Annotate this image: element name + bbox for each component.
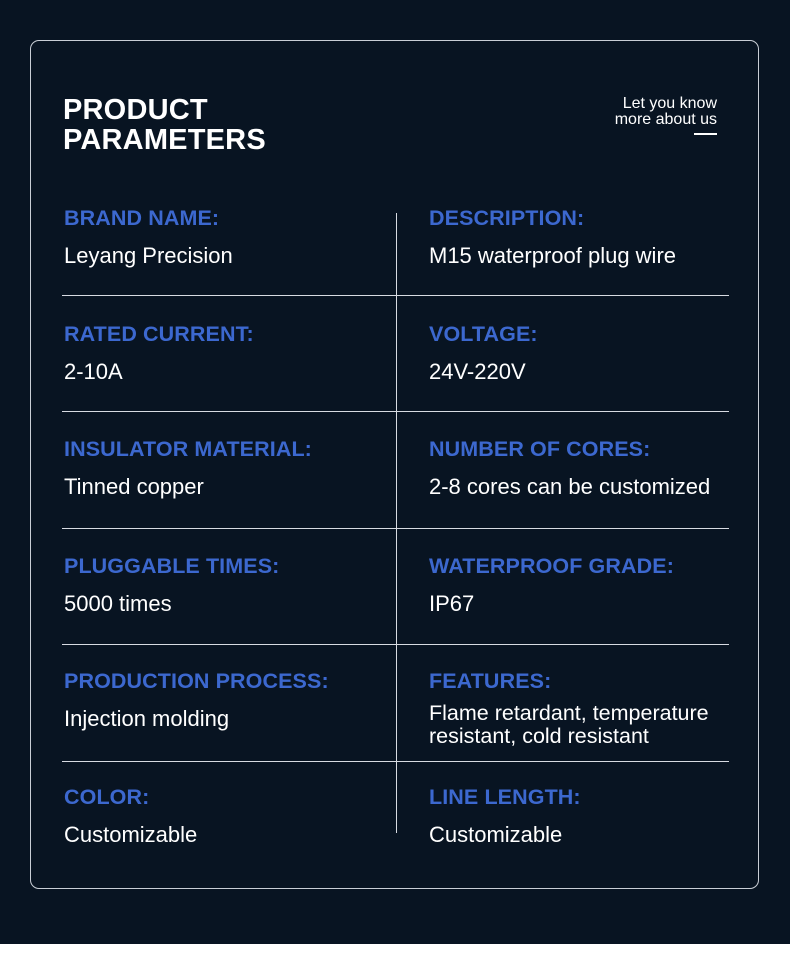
param-label: INSULATOR MATERIAL: [64, 437, 312, 461]
about-line-2: more about us [614, 111, 717, 128]
param-value: Customizable [429, 822, 563, 847]
param-value: IP67 [429, 591, 475, 616]
column-divider [396, 213, 397, 833]
param-label: FEATURES: [429, 669, 552, 693]
param-color [64, 785, 197, 847]
row-divider [62, 761, 729, 762]
param-value: 2-8 cores can be customized [429, 474, 711, 499]
row-divider [62, 411, 729, 412]
title-line-2: PARAMETERS [63, 124, 266, 156]
param-value: Leyang Precision [64, 243, 233, 268]
about-us-text [615, 96, 717, 128]
param-label: RATED CURRENT: [64, 322, 254, 346]
param-number-of-cores [429, 437, 710, 499]
param-pluggable-times [64, 554, 279, 616]
param-label: PLUGGABLE TIMES: [64, 554, 280, 578]
param-value: Injection molding [64, 706, 230, 731]
title-line-1: PRODUCT [63, 94, 208, 126]
param-value: M15 waterproof plug wire [429, 243, 677, 268]
param-value: 24V-220V [429, 359, 526, 384]
param-label: COLOR: [64, 785, 150, 809]
param-label: BRAND NAME: [64, 206, 220, 230]
param-description [429, 206, 676, 268]
param-label: LINE LENGTH: [429, 785, 581, 809]
about-underline [694, 133, 717, 135]
param-value: Flame retardant, temperature resistant, cold resistant [429, 701, 709, 748]
page-title [63, 95, 266, 155]
param-brand-name [64, 206, 233, 268]
param-voltage [429, 322, 538, 384]
row-divider [62, 295, 729, 296]
param-label: DESCRIPTION: [429, 206, 585, 230]
param-features [429, 669, 739, 748]
param-value: 2-10A [64, 359, 123, 384]
row-divider [62, 644, 729, 645]
param-label: NUMBER OF CORES: [429, 437, 651, 461]
param-label: VOLTAGE: [429, 322, 538, 346]
param-value: Customizable [64, 822, 198, 847]
param-insulator-material [64, 437, 312, 499]
about-line-1: Let you know [622, 95, 717, 112]
param-production-process [64, 669, 329, 731]
param-value: 5000 times [64, 591, 172, 616]
param-value: Tinned copper [64, 474, 204, 499]
param-rated-current [64, 322, 254, 384]
param-waterproof-grade [429, 554, 674, 616]
param-label: WATERPROOF GRADE: [429, 554, 674, 578]
param-line-length [429, 785, 581, 847]
row-divider [62, 528, 729, 529]
param-label: PRODUCTION PROCESS: [64, 669, 329, 693]
parameters-card [30, 40, 759, 889]
